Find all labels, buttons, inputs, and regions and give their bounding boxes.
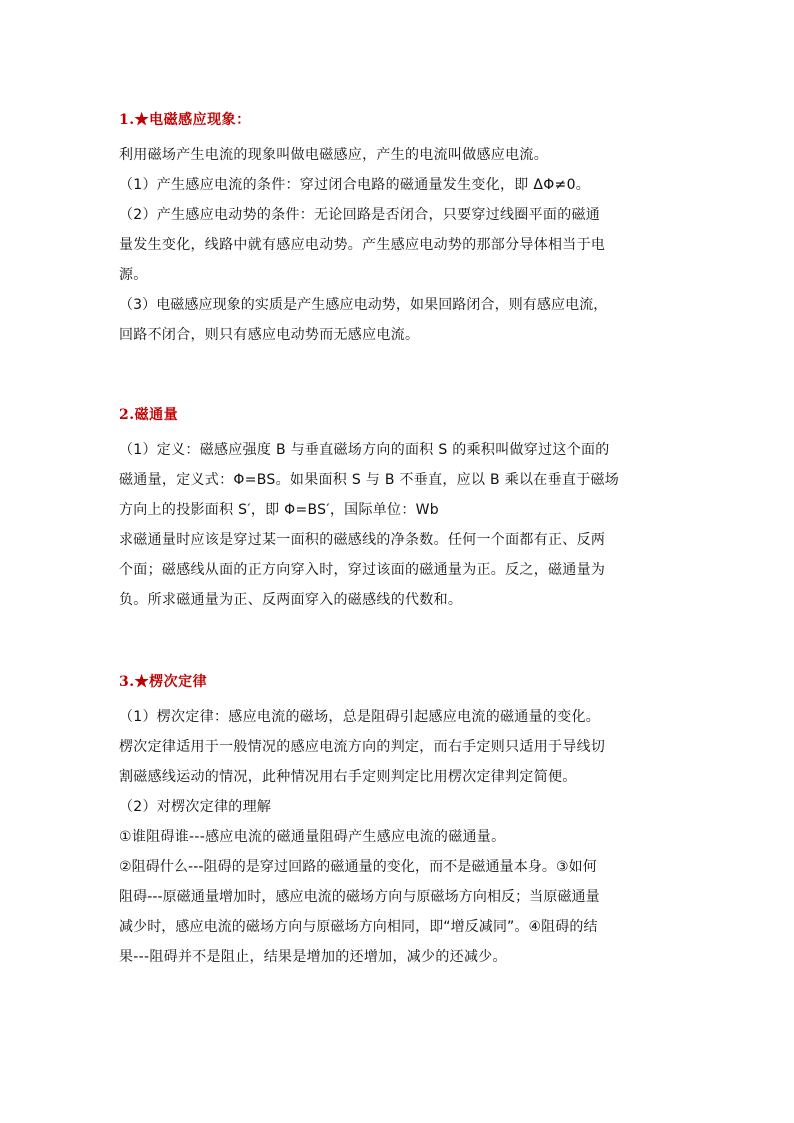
section-heading: 1.★电磁感应现象： bbox=[119, 112, 251, 128]
paragraph-line: 求磁通量时应该是穿过某一面积的磁感线的净条数。任何一个面都有正、反两 bbox=[119, 532, 606, 548]
section-magnetic-flux bbox=[119, 405, 694, 615]
paragraph-line: 果---阻碍并不是阻止，结果是增加的还增加，减少的还减少。 bbox=[119, 949, 507, 965]
section-heading: 2.磁通量 bbox=[119, 407, 179, 423]
paragraph-line: 方向上的投影面积 S′，即 Φ=BS′，国际单位：Wb bbox=[119, 502, 439, 518]
paragraph-line: 阻碍---原磁通量增加时，感应电流的磁场方向与原磁场方向相反；当原磁通量 bbox=[119, 889, 600, 905]
section-lenz-law bbox=[119, 672, 694, 972]
paragraph-line: ①谁阻碍谁---感应电流的磁通量阻碍产生感应电流的磁通量。 bbox=[119, 829, 506, 845]
paragraph-line: （2）产生感应电动势的条件：无论回路是否闭合，只要穿过线圈平面的磁通 bbox=[119, 207, 601, 223]
paragraph-line: 个面；磁感线从面的正方向穿入时，穿过该面的磁通量为正。反之，磁通量为 bbox=[119, 562, 606, 578]
paragraph-line: （1）楞次定律：感应电流的磁场，总是阻碍引起感应电流的磁通量的变化。 bbox=[119, 709, 601, 725]
paragraph-line: 磁通量，定义式：Φ=BS。如果面积 S 与 B 不垂直，应以 B 乘以在垂直于磁场 bbox=[119, 472, 620, 488]
paragraph-line: （3）电磁感应现象的实质是产生感应电动势，如果回路闭合，则有感应电流， bbox=[119, 297, 608, 313]
paragraph-line: 量发生变化，线路中就有感应电动势。产生感应电动势的那部分导体相当于电 bbox=[119, 237, 606, 253]
paragraph-line: （2）对楞次定律的理解 bbox=[119, 799, 272, 815]
paragraph-line: 回路不闭合，则只有感应电动势而无感应电流。 bbox=[119, 327, 420, 343]
section-electromagnetic-induction bbox=[119, 110, 694, 350]
paragraph-line: 负。所求磁通量为正、反两面穿入的磁感线的代数和。 bbox=[119, 592, 463, 608]
paragraph-line: 减少时，感应电流的磁场方向与原磁场方向相同，即“增反减同”。④阻碍的结 bbox=[119, 919, 598, 935]
paragraph-line: 源。 bbox=[119, 267, 148, 283]
paragraph-line: （1）产生感应电流的条件：穿过闭合电路的磁通量发生变化，即 ΔΦ≠0。 bbox=[119, 177, 591, 193]
section-heading: 3.★楞次定律 bbox=[119, 674, 208, 690]
paragraph-line: 楞次定律适用于一般情况的感应电流方向的判定，而右手定则只适用于导线切 bbox=[119, 739, 606, 755]
paragraph-line: ②阻碍什么---阻碍的是穿过回路的磁通量的变化，而不是磁通量本身。③如何 bbox=[119, 859, 597, 875]
paragraph-line: 割磁感线运动的情况，此种情况用右手定则判定比用楞次定律判定简便。 bbox=[119, 769, 577, 785]
paragraph-line: 利用磁场产生电流的现象叫做电磁感应，产生的电流叫做感应电流。 bbox=[119, 147, 548, 163]
paragraph-line: （1）定义：磁感应强度 B 与垂直磁场方向的面积 S 的乘积叫做穿过这个面的 bbox=[119, 442, 610, 458]
